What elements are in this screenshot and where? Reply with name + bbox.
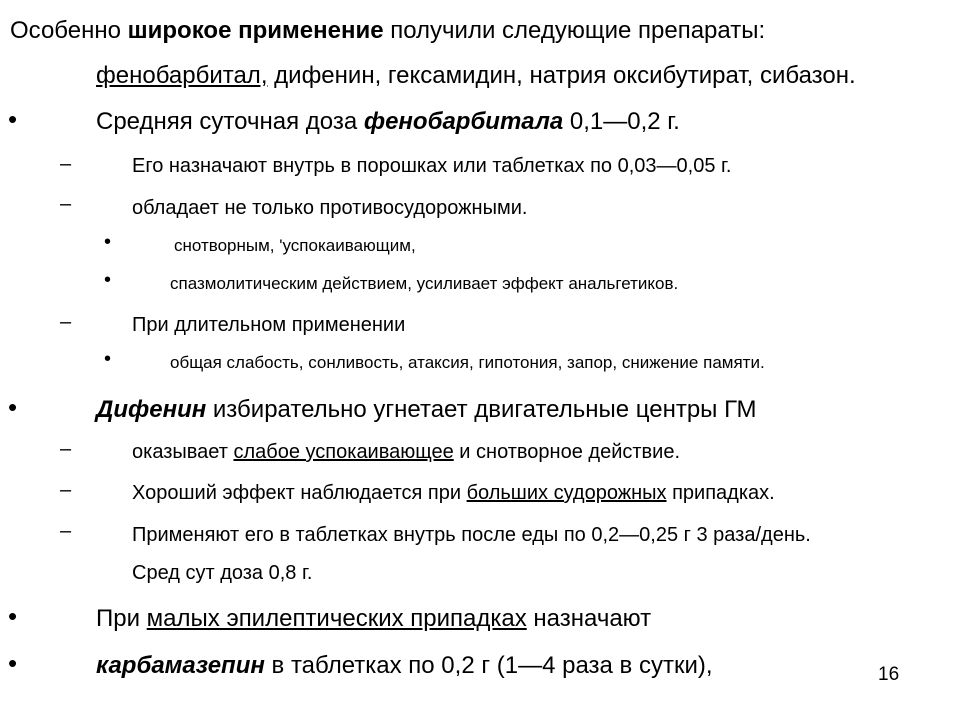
bullet-icon: • <box>104 269 112 291</box>
bullet-icon: • <box>104 231 112 253</box>
pheno-dose-part1: Средняя суточная доза <box>96 108 364 135</box>
drug-list-rest: дифенин, гексамидин, натрия оксибутират, сибазон. <box>267 62 856 89</box>
small-seizures-underlined: малых эпилептических припадках <box>146 605 527 632</box>
dash-icon: – <box>60 520 72 542</box>
small-seizures-part2: назначают <box>526 605 652 632</box>
bullet-icon: • <box>104 348 112 370</box>
carbamazepine-rest: в таблетках по 0,2 г (1—4 раза в сутки), <box>264 652 713 679</box>
item-pheno-dose <box>96 108 680 136</box>
difenin-good-part1: Хороший эффект наблюдается при <box>132 482 467 504</box>
bullet-icon: • <box>8 601 18 631</box>
dash-icon: – <box>60 479 72 501</box>
item-pheno-side-effects: общая слабость, сонливость, атаксия, гипотония, запор, снижение памяти. <box>170 353 765 372</box>
item-pheno-admin: Его назначают внутрь в порошках или таблетках по 0,03—0,05 г. <box>132 155 732 177</box>
difenin-effect-part1: оказывает <box>132 441 234 463</box>
page-number: 16 <box>878 664 900 685</box>
item-small-seizures <box>96 605 651 633</box>
intro-part1: Особенно <box>10 17 128 44</box>
difenin-effect-underlined: слабое успокаивающее <box>233 441 454 463</box>
dash-icon: – <box>60 311 72 333</box>
item-difenin-daily: Сред сут доза 0,8 г. <box>132 562 313 584</box>
pheno-dose-part2: 0,1—0,2 г. <box>563 108 680 135</box>
item-pheno-spasmolytic: спазмолитическим действием, усиливает эффект анальгетиков. <box>170 274 679 293</box>
intro-bold: широкое применение <box>127 17 384 44</box>
dash-icon: – <box>60 193 72 215</box>
difenin-bold: Дифенин <box>96 396 207 423</box>
item-pheno-hypnotic: снотворным, 'успокаивающим, <box>174 236 416 255</box>
item-pheno-action: обладает не только противосудорожными. <box>132 197 528 219</box>
item-pheno-long-use: При длительном применении <box>132 314 406 336</box>
intro-part2: получили следующие препараты: <box>383 17 766 44</box>
bullet-icon: • <box>8 392 18 422</box>
drug-list-underlined: фенобарбитал, <box>96 62 268 89</box>
item-difenin-usage: Применяют его в таблетках внутрь после еды по 0,2—0,25 г 3 раза/день. <box>132 524 811 546</box>
small-seizures-part1: При <box>96 605 147 632</box>
drug-list <box>96 62 856 90</box>
item-carbamazepine <box>96 652 713 680</box>
pheno-dose-bold: фенобарбитала <box>363 108 564 135</box>
difenin-effect-part2: и снотворное действие. <box>453 441 681 463</box>
item-difenin-good <box>132 482 775 505</box>
dash-icon: – <box>60 438 72 460</box>
item-difenin <box>96 396 757 424</box>
dash-icon: – <box>60 153 72 175</box>
bullet-icon: • <box>8 104 18 134</box>
difenin-good-underlined: больших судорожных <box>466 482 667 504</box>
carbamazepine-bold: карбамазепин <box>96 652 265 679</box>
intro-text <box>10 17 765 45</box>
item-difenin-effect <box>132 441 680 464</box>
bullet-icon: • <box>8 648 18 678</box>
difenin-rest: избирательно угнетает двигательные центры ГМ <box>206 396 757 423</box>
difenin-good-part2: припадках. <box>666 482 775 504</box>
